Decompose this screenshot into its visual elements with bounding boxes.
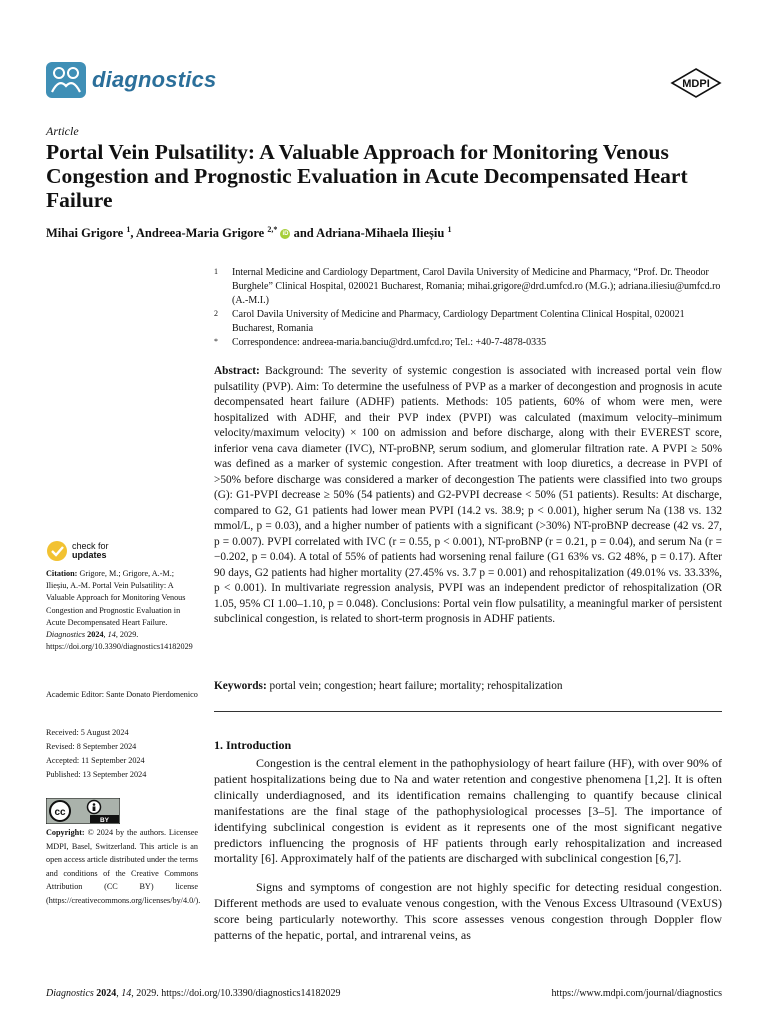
diagnostics-logo-icon (46, 62, 86, 98)
check-for-updates-label (72, 542, 109, 560)
copyright-label: Copyright: (46, 828, 85, 837)
author-name[interactable]: Andreea-Maria Grigore (135, 226, 265, 240)
citation-doi[interactable]: , 2029. https://doi.org/10.3390/diagnostics14182029 (46, 630, 193, 652)
author-separator: and (290, 226, 317, 240)
author-affiliation-mark: 2,* (267, 224, 278, 234)
author-name[interactable]: Adriana-Mihaela Ilieșiu (316, 226, 445, 240)
revised-date: Revised: 8 September 2024 (46, 742, 137, 751)
keywords-label: Keywords: (214, 680, 267, 692)
publication-dates (46, 726, 198, 782)
affiliation-item (214, 308, 726, 336)
citation-volume: 14 (107, 630, 116, 640)
citation-journal: Diagnostics (46, 630, 86, 640)
citation-year: 2024 (87, 630, 104, 640)
abstract (214, 364, 722, 628)
accepted-date: Accepted: 11 September 2024 (46, 756, 145, 765)
section-heading: 1. Introduction (214, 738, 292, 752)
author-affiliation-mark: 1 (126, 224, 131, 234)
mdpi-logo-icon[interactable] (670, 68, 722, 98)
author-separator: , (130, 226, 136, 240)
check-for-updates-bottom: updates (72, 550, 107, 560)
academic-editor (46, 688, 198, 702)
keywords (214, 679, 722, 694)
journal-name: diagnostics (92, 67, 217, 92)
publisher-name: MDPI (682, 78, 710, 90)
footer-doi[interactable]: , 2029. https://doi.org/10.3390/diagnostics14182029 (131, 988, 341, 999)
abstract-label: Abstract: (214, 365, 260, 377)
footer-volume: 14 (121, 988, 132, 999)
section-divider (214, 711, 722, 712)
footer-year: 2024 (96, 988, 117, 999)
footer-citation: Diagnostics 2024, 14, 2029. https://doi.org/10.3390/diagnostics14182029 (46, 988, 341, 999)
copyright-notice (46, 826, 201, 908)
received-date: Received: 5 August 2024 (46, 728, 129, 737)
editor-label: Academic Editor: (46, 690, 104, 699)
check-for-updates-top: check for (72, 541, 109, 551)
check-for-updates-icon (46, 540, 68, 562)
citation-block: Citation: Grigore, M.; Grigore, A.-M.; Ilieșiu, A.-M. Portal Vein Pulsatility: A Valuable Approach for Monitoring Venous Congestion and Prognostic Evaluation in Acute Decompensated Heart Failure. Diagnostics 2024, 14, 2029. https://doi.org/10.3390/diagnostics14182029 (46, 569, 193, 652)
author-list (46, 226, 451, 241)
affiliation-text: Internal Medicine and Cardiology Department, Carol Davila University of Medicine and Pharmacy, “Prof. Dr. Theodor Burghele” Clinical Hospital, 020021 Bucharest, Romania; mihai.grigore@drd.umfcd.ro (M.G.); adriana.iliesiu@umfcd.ro (A.-M.I.) (232, 267, 721, 306)
body-paragraph: Congestion is the central element in the pathophysiology of heart failure (HF), with over 90% of patient hospitalizations being due to Na and water retention and congestive phenomena [1,2]. It is often clinically underdiagnosed, and its identification remains challenging to quantify because clinical manifestations are the final stage of the pathophysiological processes [3–5]. The importance of identifying subclinical congestion is evident as it represents one of the most significant negative predictors influencing the prognosis of HF patients through early rehospitalization and increased mortality [6]. Approximately half of the patients are discharged with subclinical congestion [6,7]. (214, 756, 722, 866)
cc-by-license-icon[interactable] (46, 798, 120, 824)
affiliation-mark: * (214, 337, 218, 346)
affiliations (214, 266, 726, 350)
footer-journal: Diagnostics (46, 988, 94, 999)
keywords-text: portal vein; congestion; heart failure; mortality; rehospitalization (269, 680, 563, 692)
affiliation-mark: 2 (214, 309, 218, 318)
body-paragraph: Signs and symptoms of congestion are not highly specific for detecting residual congestion. Different methods are used to evaluate venous congestion, with the Venous Excess Ultrasound (VExUS) score being particularly noteworthy. This score assesses venous congestion through Doppler flow patterns of the hepatic, portal, and intrarenal veins, as (214, 880, 722, 942)
copyright-text: © 2024 by the authors. Licensee MDPI, Basel, Switzerland. This article is an open access article distributed under the terms and conditions of the Creative Commons Attribution (CC BY) license (https://creativecommons.org/licenses/by/4.0/). (46, 828, 201, 905)
abstract-text: Background: The severity of systemic congestion is associated with increased portal vein flow pulsatility (PVP). Aim: To determine the usefulness of PVP as a marker of decongestion and prognosis in acute decompensated heart failure (ADHF) patients. Methods: 105 patients, 60% of whom were men, were hospitalized with ADHF, and their PVP index (PVPI) was calculated (maximum velocity–minimum velocity/maximum velocity) × 100 on admission and before discharge, along with their EVEREST score, inferior vena cava diameter (IVC), NT-proBNP, serum sodium, and glomerular filtration rate. A PVPI ≥ 50% was defined as a marker of systemic congestion. After treatment with loop diuretics, a decrease in PVPI of >50% before discharge was considered a marker of decongestion The patients were classified into two groups (G): G1-PVPI decrease ≥ 50% (54 patients) and G2-PVPI decrease < 50% (51 patients). Results: At discharge, compared to G2, G1 patients had lower mean PVPI (14.2 vs. 38.9; p < 0.001), higher serum Na (138 vs. 132 mmol/L, p = 0.03), and a higher number of patients with a significant (>30%) NT-proBNP decrease (42 vs. 27, p = 0.007). PVPI correlated with IVC (r = 0.55, p < 0.001), NT-proBNP (r = 0.21, p = 0.04), and serum Na (r = −0.202, p = 0.04). A total of 55% of patients had worsening renal failure (G1 63% vs. G2 48%, p = 0.17). After 90 days, G2 patients had higher mortality (27.45% vs. 3.7 p = 0.001) and rehospitalization (49.01% vs. 33.33%, p < 0.001). In multivariate regression analysis, PVPI was an independent predictor of rehospitalization (OR 1.05, 95% CI 1.00–1.10, p = 0.048). Conclusions: Portal vein flow pulsatility, a meaningful marker of persistent subclinical congestion, is related to short-term prognosis in ADHF patients. (214, 365, 722, 625)
published-date: Published: 13 September 2024 (46, 770, 147, 779)
cc-label: cc (54, 807, 66, 818)
affiliation-item (214, 266, 726, 308)
journal-logo[interactable] (46, 60, 216, 100)
correspondence-text: Correspondence: andreea-maria.banciu@drd.umfcd.ro; Tel.: +40-7-4878-0335 (232, 337, 547, 348)
article-type: Article (46, 124, 79, 138)
article-title: Portal Vein Pulsatility: A Valuable Approach for Monitoring Venous Congestion and Prognostic Evaluation in Acute Decompensated Heart Failure (46, 140, 688, 212)
by-label: BY (99, 817, 110, 824)
citation-label: Citation: (46, 569, 78, 578)
editor-name: Sante Donato Pierdomenico (106, 690, 198, 699)
orcid-icon[interactable]: iD (282, 231, 289, 238)
citation-text: Grigore, M.; Grigore, A.-M.; Ilieșiu, A.-M. Portal Vein Pulsatility: A Valuable Approach for Monitoring Venous Congestion and Prognostic Evaluation in Acute Decompensated Heart Failure. (46, 569, 186, 627)
affiliation-text: Carol Davila University of Medicine and Pharmacy, Cardiology Department Colentina Clinical Hospital, 020021 Bucharest, Romania (232, 309, 685, 334)
check-for-updates-button[interactable] (46, 540, 109, 562)
author-affiliation-mark: 1 (447, 224, 452, 234)
footer-journal-url[interactable]: https://www.mdpi.com/journal/diagnostics (551, 988, 722, 999)
affiliation-item (214, 336, 726, 350)
author-name[interactable]: Mihai Grigore (46, 226, 124, 240)
affiliation-mark: 1 (214, 267, 218, 276)
